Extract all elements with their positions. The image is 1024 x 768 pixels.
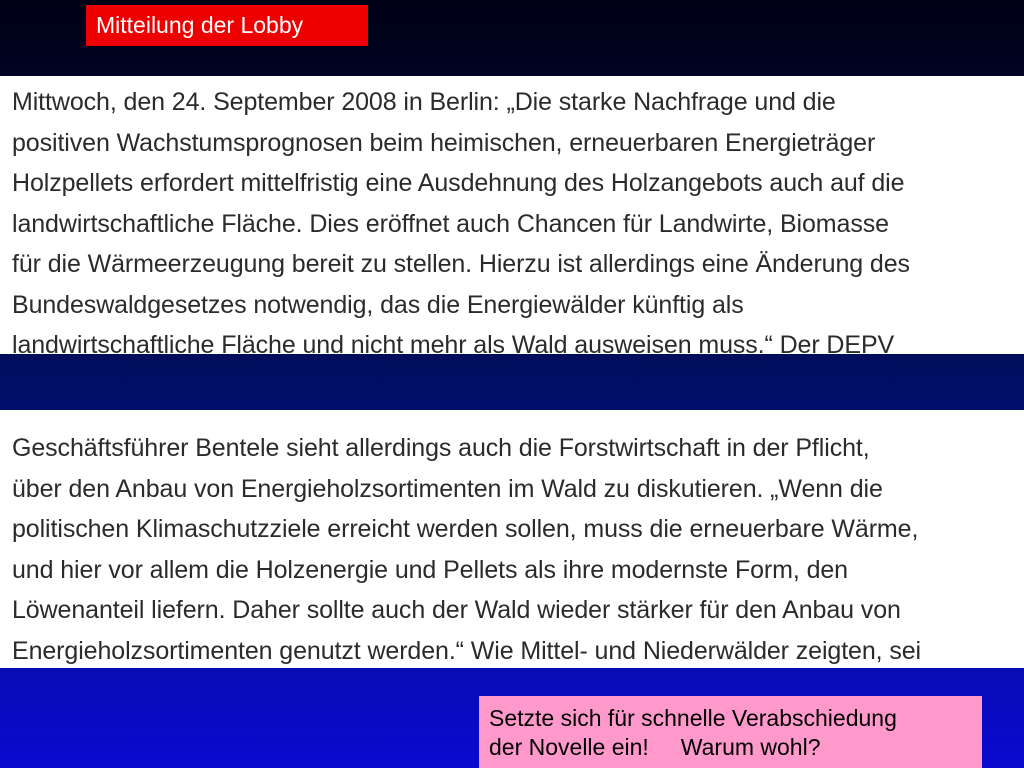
text-line: über den Anbau von Energieholzsortimenten im Wald zu diskutieren. „Wenn die (12, 474, 883, 503)
text-line: Bundeswaldgesetzes notwendig, das die Energiewälder künftig als (12, 290, 744, 319)
text-line: für die Wärmeerzeugung bereit zu stellen. Hierzu ist allerdings eine Änderung des (12, 250, 910, 278)
text-line: Löwenanteil liefern. Daher sollte auch der Wald wieder stärker für den Anbau von (12, 596, 901, 624)
text-line: und hier vor allem die Holzenergie und Pellets als ihre modernste Form, den (12, 555, 848, 584)
text-line: Geschäftsführer Bentele sieht allerdings auch die Forstwirtschaft in der Pflicht, (12, 434, 870, 462)
text-line: Mittwoch, den 24. September 2008 in Berlin: „Die starke Nachfrage und die (12, 88, 836, 116)
comment-line: der Novelle ein! Warum wohl? (489, 734, 821, 760)
text-line: landwirtschaftliche Fläche. Dies eröffnet auch Chancen für Landwirte, Biomasse (12, 209, 889, 238)
text-line: politischen Klimaschutzziele erreicht werden sollen, muss die erneuerbare Wärme, (12, 515, 919, 543)
comment-callout (479, 696, 982, 768)
text-line: Holzpellets erfordert mittelfristig eine Ausdehnung des Holzangebots auch auf die (12, 169, 905, 197)
text-line: Energieholzsortimenten genutzt werden.“ Wie Mittel- und Niederwälder zeigten, sei (12, 636, 922, 665)
press-release-excerpt-2 (0, 410, 1024, 668)
text-line: landwirtschaftliche Fläche und nicht mehr als Wald ausweisen muss.“ Der DEPV (12, 331, 895, 354)
press-release-excerpt-1 (0, 76, 1024, 354)
comment-line: Setzte sich für schnelle Verabschiedung (489, 705, 897, 731)
slide-label: Mitteilung der Lobby (86, 5, 368, 46)
text-line: positiven Wachstumsprognosen beim heimischen, erneuerbaren Energieträger (12, 128, 876, 157)
